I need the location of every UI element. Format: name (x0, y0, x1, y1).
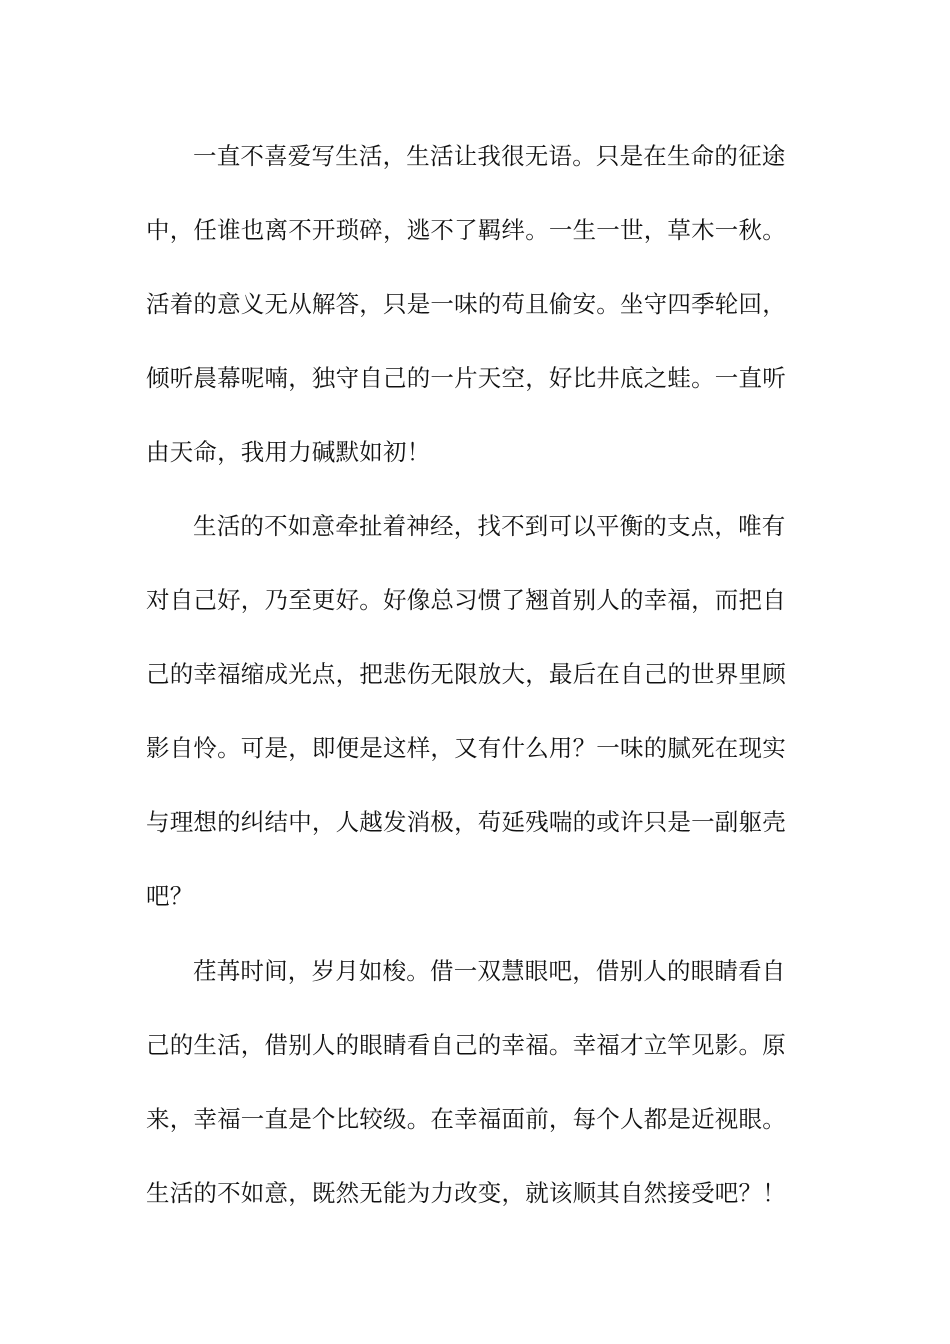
paragraph-2-line-6: 吧？ (146, 882, 194, 910)
paragraph-3-line-1: 荏苒时间，岁月如梭。借一双慧眼吧，借别人的眼睛看自 (193, 957, 786, 985)
paragraph-1-line-5: 由天命，我用力碱默如初！ (146, 438, 431, 466)
paragraph-2-line-3: 己的幸福缩成光点，把悲伤无限放大，最后在自己的世界里顾 (146, 660, 786, 688)
paragraph-1-line-4: 倾听晨幕呢喃，独守自己的一片天空，好比井底之蛙。一直听 (146, 364, 786, 392)
paragraph-2-line-1: 生活的不如意牵扯着神经，找不到可以平衡的支点，唯有 (193, 512, 786, 540)
paragraph-1-line-1: 一直不喜爱写生活，生活让我很无语。只是在生命的征途 (193, 142, 786, 170)
paragraph-1-line-2: 中，任谁也离不开琐碎，逃不了羁绊。一生一世，草木一秋。 (146, 216, 786, 244)
paragraph-1-line-3: 活着的意义无从解答，只是一味的苟且偷安。坐守四季轮回， (146, 290, 786, 318)
paragraph-3-line-4: 生活的不如意，既然无能为力改变，就该顺其自然接受吧？！ (146, 1179, 786, 1207)
paragraph-2-line-2: 对自己好，乃至更好。好像总习惯了翘首别人的幸福，而把自 (146, 586, 786, 614)
paragraph-3-line-2: 己的生活，借别人的眼睛看自己的幸福。幸福才立竿见影。原 (146, 1031, 786, 1059)
paragraph-3-line-3: 来，幸福一直是个比较级。在幸福面前，每个人都是近视眼。 (146, 1105, 786, 1133)
paragraph-2-line-5: 与理想的纠结中，人越发消极，苟延残喘的或许只是一副躯壳 (146, 808, 786, 836)
paragraph-2-line-4: 影自怜。可是，即便是这样，又有什么用？一味的腻死在现实 (146, 734, 786, 762)
